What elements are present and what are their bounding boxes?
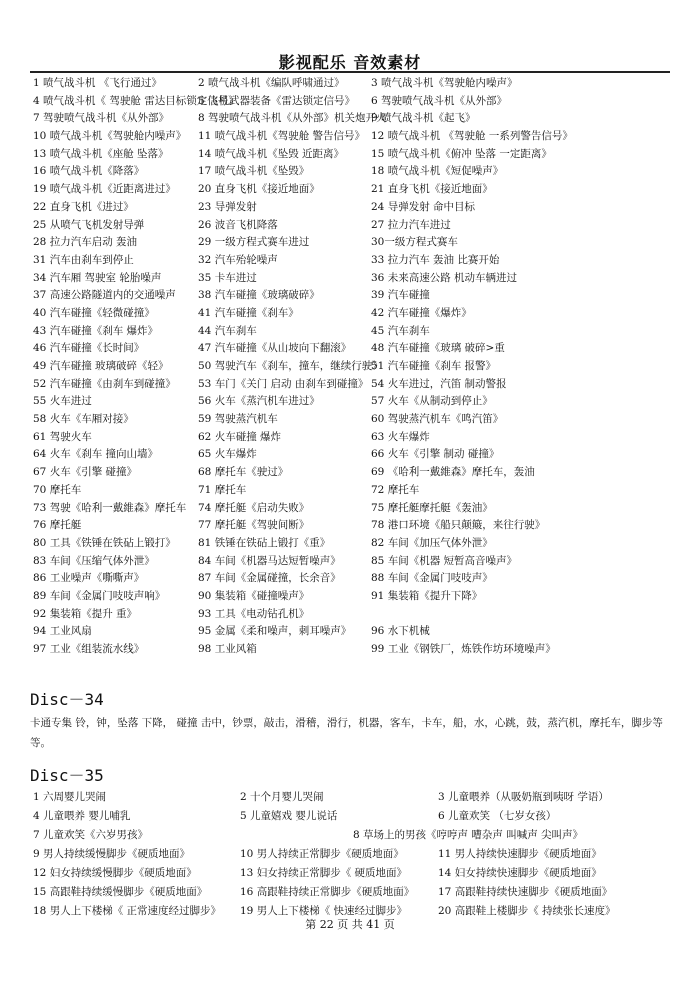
list-row — [33, 500, 673, 518]
list-item: 90 集装箱《碰撞噪声》 — [198, 589, 310, 602]
list-row — [33, 535, 673, 553]
list-item: 3 喷气战斗机《驾驶舱内噪声》 — [371, 77, 518, 89]
list-item: 22 直身飞机《进过》 — [33, 200, 134, 213]
list-item: 66 火车《引擎 制动 碰撞》 — [371, 448, 500, 461]
list-item: 12 喷气战斗机 《驾驶舱 一系列警告信号》 — [371, 130, 573, 143]
list-item: 76 摩托艇 — [33, 519, 82, 532]
list-item: 11 喷气战斗机《驾驶舱 警告信号》 — [198, 130, 366, 143]
list-row — [33, 588, 673, 606]
list-item: 16 喷气战斗机《降落》 — [33, 165, 145, 178]
list-row — [33, 146, 673, 164]
list-row — [33, 163, 673, 181]
list-item: 39 汽车碰撞 — [371, 289, 430, 302]
list-row — [33, 788, 673, 807]
list-row — [33, 93, 673, 111]
list-item: 73 驾驶《哈利一戴維森》摩托车 — [33, 501, 187, 514]
list-row — [33, 252, 673, 270]
list-item: 28 拉力汽车启动 轰油 — [33, 236, 138, 249]
list-row — [33, 75, 673, 93]
list-item: 29 一级方程式赛车进过 — [198, 236, 310, 249]
list-item: 27 拉力汽车进过 — [371, 218, 451, 231]
list-item: 43 汽车碰撞《刹车 爆炸》 — [33, 324, 159, 337]
list-item: 87 车间《金属碰撞，长余音》 — [198, 572, 341, 585]
list-row — [33, 482, 673, 500]
disc-35-heading: Disc－35 — [30, 766, 104, 785]
list-item: 95 金属《柔和噪声，刺耳噪声》 — [198, 625, 352, 638]
list-item: 84 车间《机器马达短暂噪声》 — [198, 554, 341, 567]
title-rule — [30, 71, 670, 73]
list-item: 2 十个月婴儿哭闹 — [240, 791, 324, 803]
list-item: 13 喷气战斗机《座舱 坠落》 — [33, 147, 169, 160]
list-item: 19 喷气战斗机《近距离进过》 — [33, 183, 176, 196]
list-item: 5 儿童嬉戏 婴儿说话 — [240, 810, 338, 822]
list-item: 63 火车爆炸 — [371, 430, 430, 443]
list-row — [33, 429, 673, 447]
list-row — [33, 517, 673, 535]
list-item: 58 火车《车厢对接》 — [33, 413, 134, 426]
list-item: 68 摩托车《驶过》 — [198, 466, 289, 479]
list-item: 37 高速公路隧道内的交通噪声 — [33, 289, 176, 302]
list-item: 92 集装箱《提升 重》 — [33, 607, 138, 620]
list-item: 69 《哈利一戴維森》摩托车，轰油 — [371, 466, 535, 479]
list-item: 62 火车碰撞 爆炸 — [198, 430, 282, 443]
list-item: 20 直身飞机《接近地面》 — [198, 183, 320, 196]
list-row — [33, 570, 673, 588]
list-item: 96 水下机械 — [371, 625, 430, 638]
list-item: 4 儿童喂养 婴儿哺乳 — [33, 810, 131, 822]
list-item: 36 未来高速公路 机动车辆进过 — [371, 271, 518, 284]
list-item: 85 车间《机器 短暂高音噪声》 — [371, 554, 518, 567]
list-item: 67 火车《引擎 碰撞》 — [33, 466, 138, 479]
list-row — [33, 305, 673, 323]
list-item: 61 驾驶火车 — [33, 430, 92, 443]
list-row — [33, 623, 673, 641]
list-item: 18 男人上下楼梯《 正常速度经过脚步》 — [33, 905, 222, 917]
list-item: 70 摩托车 — [33, 483, 82, 496]
list-item: 91 集装箱《提升下降》 — [371, 589, 483, 602]
list-item: 14 喷气战斗机《坠毁 近距离》 — [198, 147, 345, 160]
list-item: 59 驾驶蒸汽机车 — [198, 413, 278, 426]
list-item: 15 喷气战斗机《俯冲 坠落 一定距离》 — [371, 147, 552, 160]
sound-effects-list — [33, 75, 673, 659]
list-item: 83 车间《压缩气体外泄》 — [33, 554, 155, 567]
list-item: 60 驾驶蒸汽机车《鸣汽笛》 — [371, 413, 504, 426]
list-row — [33, 110, 673, 128]
list-item: 40 汽车碰撞《轻微碰撞》 — [33, 306, 155, 319]
list-item: 24 导弹发射 命中目标 — [371, 200, 476, 213]
list-item: 17 喷气战斗机《坠毁》 — [198, 165, 310, 178]
list-row — [33, 323, 673, 341]
list-row — [33, 446, 673, 464]
list-item: 8 草场上的男孩《哼哼声 嘈杂声 叫喊声 尖叫声》 — [353, 829, 584, 841]
list-item: 51 汽车碰撞《刹车 报警》 — [371, 360, 497, 372]
list-item: 18 喷气战斗机《短促噪声》 — [371, 165, 504, 178]
list-item: 45 汽车刹车 — [371, 324, 430, 337]
list-item: 72 摩托车 — [371, 483, 420, 496]
list-row — [33, 606, 673, 624]
list-item: 25 从喷气飞机发射导弹 — [33, 218, 145, 231]
list-item: 4 喷气战斗机《 驾驶舱 雷达目标锁定信号》 — [33, 94, 239, 107]
list-row — [33, 641, 673, 659]
list-item: 46 汽车碰撞《长时间》 — [33, 342, 145, 355]
list-item: 42 汽车碰撞《爆炸》 — [371, 306, 472, 319]
list-item: 54 火车进过，汽笛 制动警报 — [371, 377, 507, 390]
list-item: 35 卡车进过 — [198, 271, 257, 284]
page-title: 影视配乐 音效素材 — [278, 53, 422, 72]
list-item: 34 汽车厢 驾驶室 轮胎噪声 — [33, 271, 162, 284]
list-item: 80 工具《铁锤在铁砧上锻打》 — [33, 536, 176, 549]
list-item: 50 驾驶汽车《刹车，撞车，继续行驶》 — [198, 360, 383, 372]
list-item: 93 工具《电动钻孔机》 — [198, 607, 310, 620]
list-item: 48 汽车碰撞《玻璃 破碎>重 — [371, 342, 505, 355]
list-row — [33, 287, 673, 305]
list-item: 2 喷气战斗机《编队呼啸通过》 — [198, 77, 345, 89]
list-item: 77 摩托艇《驾驶间断》 — [198, 519, 310, 532]
list-row — [33, 883, 673, 902]
list-row — [33, 845, 673, 864]
list-item: 9 喷气战斗机《起飞》 — [371, 112, 476, 125]
list-item: 53 车门《关门 启动 由刹车到碰撞》 — [198, 377, 369, 390]
list-item: 52 汽车碰撞《由刹车到碰撞》 — [33, 377, 176, 390]
list-item: 99 工业《钢铁厂，炼铁作坊环境噪声》 — [371, 643, 556, 655]
list-item: 74 摩托艇《启动失败》 — [198, 501, 310, 514]
list-item: 64 火车《刹车 撞向山墙》 — [33, 448, 159, 461]
list-item: 38 汽车碰撞《玻璃破碎》 — [198, 289, 320, 302]
list-item: 7 驾驶喷气战斗机《从外部》 — [33, 112, 170, 125]
list-row — [33, 376, 673, 394]
list-item: 10 喷气战斗机《驾驶舱内噪声》 — [33, 130, 187, 143]
list-item: 94 工业风扇 — [33, 625, 92, 638]
list-item: 26 波音飞机降落 — [198, 218, 278, 231]
list-item: 49 汽车碰撞 玻璃破碎《轻》 — [33, 360, 169, 372]
list-row — [33, 199, 673, 217]
list-item: 19 男人上下楼梯《 快速经过脚步》 — [240, 905, 408, 917]
list-item: 89 车间《金属门吱吱声响》 — [33, 589, 166, 602]
list-item: 75 摩托艇摩托艇《轰油》 — [371, 501, 493, 514]
disc-35-list — [33, 788, 673, 921]
list-item: 8 驾驶喷气战斗机《从外部》机关炮开火 — [198, 112, 387, 125]
list-item: 57 火车《从制动到停止》 — [371, 395, 493, 408]
list-item: 10 男人持续正常脚步《硬质地面》 — [240, 848, 404, 860]
list-item: 5 飞机武器装备《雷达锁定信号》 — [198, 94, 356, 107]
list-item: 16 高跟鞋持续正常脚步《硬质地面》 — [240, 886, 415, 898]
list-item: 6 儿童欢笑 （七岁女孩） — [438, 810, 557, 822]
list-item: 98 工业风箱 — [198, 643, 257, 655]
list-item: 13 妇女持续正常脚步《 硬质地面》 — [240, 867, 408, 879]
list-item: 86 工业噪声《嘶嘶声》 — [33, 572, 145, 585]
list-row — [33, 411, 673, 429]
list-item: 17 高跟鞋持续快速脚步《硬质地面》 — [438, 886, 613, 898]
list-item: 3 儿童喂养（从吸奶瓶到咦呀 学语） — [438, 791, 609, 803]
list-row — [33, 358, 673, 376]
list-item: 15 高跟鞋持续缓慢脚步《硬质地面》 — [33, 886, 208, 898]
list-row — [33, 234, 673, 252]
disc-34-heading: Disc－34 — [30, 690, 104, 709]
list-row — [33, 826, 673, 845]
list-item: 65 火车爆炸 — [198, 448, 257, 461]
list-item: 23 导弹发射 — [198, 200, 257, 213]
list-item: 9 男人持续缓慢脚步《硬质地面》 — [33, 848, 191, 860]
list-row — [33, 181, 673, 199]
list-row — [33, 128, 673, 146]
list-item: 14 妇女持续快速脚步《硬质地面》 — [438, 867, 602, 879]
list-row — [33, 864, 673, 883]
list-item: 44 汽车刹车 — [198, 324, 257, 337]
list-item: 81 铁锤在铁砧上锻打《重》 — [198, 536, 331, 549]
list-item: 88 车间《金属门吱吱声》 — [371, 572, 493, 585]
list-item: 1 喷气战斗机 《飞行通过》 — [33, 77, 162, 89]
list-item: 6 驾驶喷气战斗机《从外部》 — [371, 94, 508, 107]
list-item: 82 车间《加压气体外泄》 — [371, 536, 493, 549]
list-item: 33 拉力汽车 轰油 比赛开始 — [371, 253, 500, 266]
list-item: 78 港口环境《船只颠簸，来往行驶》 — [371, 519, 546, 532]
list-row — [33, 340, 673, 358]
list-row — [33, 464, 673, 482]
list-row — [33, 393, 673, 411]
page-footer: 第 22 页 共 41 页 — [305, 918, 395, 931]
list-item: 32 汽车殆轮噪声 — [198, 253, 278, 266]
list-item: 12 妇女持续缓慢脚步《硬质地面》 — [33, 867, 197, 879]
list-item: 47 汽车碰撞《从山坡向下翻滚》 — [198, 342, 352, 355]
list-row — [33, 270, 673, 288]
list-item: 11 男人持续快速脚步《硬质地面》 — [438, 848, 602, 860]
list-item: 55 火车进过 — [33, 395, 92, 408]
list-item: 20 高跟鞋上楼脚步《 持续张长速度》 — [438, 905, 616, 917]
list-row — [33, 217, 673, 235]
list-row — [33, 553, 673, 571]
list-row — [33, 807, 673, 826]
list-item: 7 儿童欢笑《六岁男孩》 — [33, 829, 149, 841]
list-item: 41 汽车碰撞《刹车》 — [198, 306, 299, 319]
list-item: 71 摩托车 — [198, 483, 247, 496]
list-item: 21 直身飞机《接近地面》 — [371, 183, 493, 196]
disc-34-description: 卡通专集 铃，钟，坠落 下降， 碰撞 击中，钞票，敲击，滑稽，滑行，机器，客车，卡车，船，水，心跳，鼓，蒸汽机，摩托车，脚步等等。 — [30, 717, 663, 749]
list-item: 56 火车《蒸汽机车进过》 — [198, 395, 320, 408]
list-item: 30一级方程式赛车 — [371, 236, 458, 249]
list-item: 31 汽车由刹车到停止 — [33, 253, 134, 266]
list-item: 1 六周婴儿哭闹 — [33, 791, 107, 803]
list-item: 97 工业《组装流水线》 — [33, 643, 145, 655]
